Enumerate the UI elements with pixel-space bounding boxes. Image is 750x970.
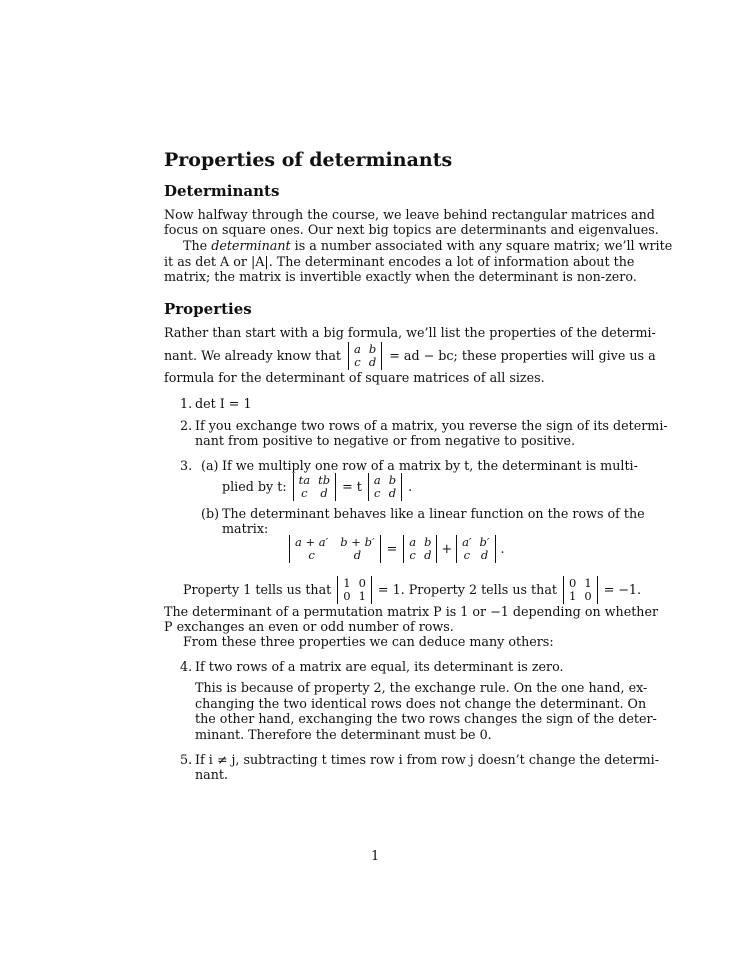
- sublist-label: (a): [201, 458, 219, 473]
- equation-scaling: [222, 471, 412, 503]
- text: .: [408, 479, 413, 494]
- explanation-line: the other hand, exchanging the two rows changes the sign of the deter-: [195, 711, 657, 726]
- text: is a number associated with any square matrix; we’ll write: [294, 238, 673, 253]
- list-item-text: If we multiply one row of a matrix by t, the determinant is multi-: [222, 458, 638, 473]
- list-item-text: det I = 1: [195, 396, 252, 411]
- equals-sign: =: [386, 541, 398, 556]
- paragraph-line: Rather than start with a big formula, we’ll list the properties of the determi-: [164, 325, 656, 340]
- matrix-abcd: a b c d: [365, 473, 405, 501]
- matrix-identity: 1 0 0 1: [334, 576, 375, 604]
- paragraph-line: [183, 238, 673, 254]
- paragraph-line: Now halfway through the course, we leave behind rectangular matrices and: [164, 207, 655, 222]
- plus-sign: +: [441, 541, 453, 556]
- paragraph-line: P exchanges an even or odd number of rows.: [164, 619, 454, 634]
- matrix-permutation: 0 1 1 0: [560, 576, 601, 604]
- list-item-text: If two rows of a matrix are equal, its determinant is zero.: [195, 659, 564, 674]
- equation-linearity: [286, 533, 505, 565]
- list-number: 2.: [180, 418, 193, 433]
- paragraph-line-with-matrices: [183, 574, 641, 606]
- paragraph-line: focus on square ones. Our next big topics are determinants and eigenvalues.: [164, 222, 659, 237]
- explanation-line: changing the two identical rows does not change the determinant. On: [195, 696, 647, 711]
- emphasis-term: determinant: [211, 238, 291, 253]
- matrix-primed: a′ b′ c d: [453, 535, 498, 563]
- text: = 1. Property 2 tells us that: [377, 582, 557, 597]
- text: = t: [342, 479, 362, 494]
- text: .: [500, 541, 505, 556]
- list-item-text: The determinant behaves like a linear function on the rows of the: [222, 506, 645, 521]
- explanation-line: minant. Therefore the determinant must be 0.: [195, 727, 492, 742]
- list-item-text: If i ≠ j, subtracting t times row i from row j doesn’t change the determi-: [195, 752, 659, 767]
- list-item-text: nant from positive to negative or from negative to positive.: [195, 433, 576, 448]
- text: Property 1 tells us that: [183, 582, 332, 597]
- page-number: 1: [371, 849, 380, 864]
- matrix-sum: a + a′ b + b′ c d: [286, 535, 384, 563]
- text: = −1.: [603, 582, 642, 597]
- paragraph-line-with-matrix: [164, 341, 656, 371]
- paragraph-line: From these three properties we can deduce many others:: [183, 634, 554, 649]
- matrix-ta-tb: ta tb c d: [290, 473, 339, 501]
- paragraph-line: formula for the determinant of square matrices of all sizes.: [164, 370, 545, 385]
- section-heading-properties: Properties: [164, 300, 252, 318]
- list-number: 1.: [180, 396, 193, 411]
- paragraph-line: it as det A or |A|. The determinant encodes a lot of information about the: [164, 254, 635, 269]
- list-number: 4.: [180, 659, 193, 674]
- list-number: 3.: [180, 458, 193, 473]
- text: The: [183, 238, 208, 253]
- list-item-text: If you exchange two rows of a matrix, you reverse the sign of its determi-: [195, 418, 668, 433]
- text: nant. We already know that: [164, 348, 342, 363]
- list-item-text: matrix:: [222, 521, 269, 536]
- matrix-abcd: a b c d: [400, 535, 440, 563]
- sublist-label: (b): [201, 506, 220, 521]
- list-number: 5.: [180, 752, 193, 767]
- paragraph-line: matrix; the matrix is invertible exactly when the determinant is non-zero.: [164, 269, 637, 284]
- text: = ad − bc; these properties will give us a: [389, 348, 656, 363]
- list-item-text: nant.: [195, 767, 229, 782]
- page-title: Properties of determinants: [164, 149, 453, 171]
- explanation-line: This is because of property 2, the exchange rule. On the one hand, ex-: [195, 680, 648, 695]
- text: plied by t:: [222, 479, 287, 494]
- matrix-abcd: a b c d: [345, 342, 385, 370]
- section-heading-determinants: Determinants: [164, 182, 280, 200]
- paragraph-line: The determinant of a permutation matrix P is 1 or −1 depending on whether: [164, 604, 659, 619]
